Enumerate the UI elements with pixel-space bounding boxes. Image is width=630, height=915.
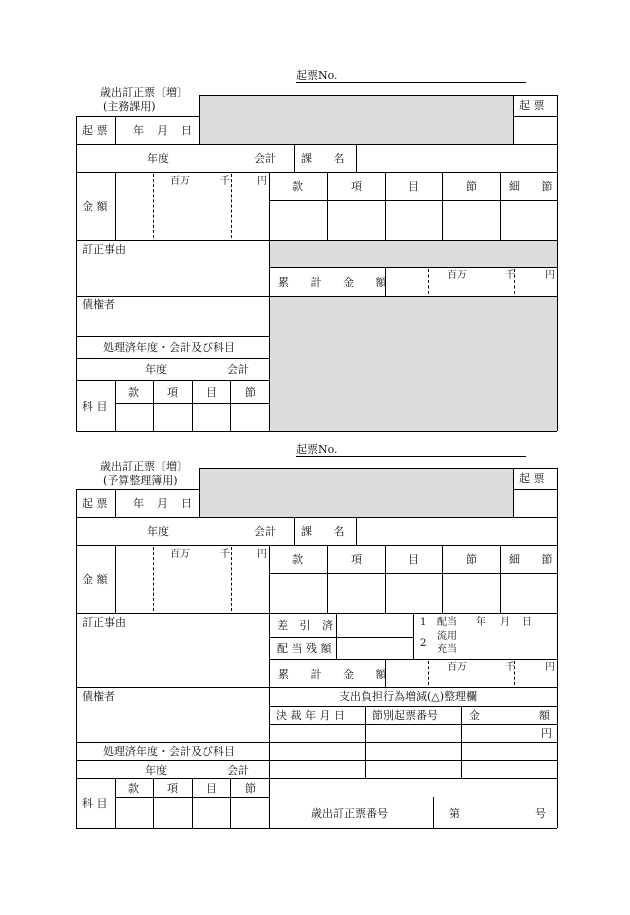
moku-label-2: 目	[408, 553, 419, 566]
opt1-num: 1	[420, 617, 427, 628]
haito-zan-label: 配 当 残 額	[277, 642, 332, 655]
kou-label-2: 項	[351, 553, 362, 566]
kamoku-moku: 目	[206, 386, 217, 399]
setsu-label-2: 節	[466, 553, 477, 566]
kessai-label: 決 裁 年 月 日	[276, 709, 345, 722]
opt2-num: 2	[420, 638, 427, 649]
kamei-label-2: 課 名	[301, 525, 354, 538]
hyakuman-label-2: 百万	[170, 549, 190, 560]
opt1-year: 年	[476, 617, 486, 628]
sen-label-2: 千	[220, 549, 230, 560]
form-title-2: 歳出訂正票〔増〕	[100, 460, 188, 473]
ruikei-sen-2: 千	[505, 662, 515, 673]
nendo-label: 年度	[147, 152, 169, 165]
hyakuman-label: 百万	[170, 176, 190, 187]
opt2-juto: 充当	[437, 644, 457, 655]
opt1-day: 日	[522, 617, 532, 628]
day-label-2: 日	[181, 497, 192, 510]
shori-label-2: 処理済年度・会計及び科目	[103, 745, 235, 758]
nendo-label-2: 年度	[147, 525, 169, 538]
ruikei-label: 累 計 金 額	[278, 276, 396, 289]
kou-label: 項	[351, 180, 362, 193]
saisetsu-label-2: 細 節	[509, 553, 562, 566]
kihyo-date-label: 起 票	[82, 124, 108, 137]
shishutsu-title: 支出負担行為増減(△)整理欄	[339, 690, 478, 703]
saishutsu-no-label: 歳出訂正票番号	[311, 807, 388, 820]
shori-nendo: 年度	[145, 363, 167, 376]
form-title: 歳出訂正票〔増〕	[100, 86, 188, 99]
teisei-label: 訂正事由	[82, 243, 126, 256]
ruikei-hyakuman: 百万	[447, 270, 467, 281]
sashihiki-label: 差 引 済	[277, 619, 337, 632]
ruikei-label-2: 累 計 金 額	[278, 668, 396, 681]
form-subtitle: (主務課用)	[103, 100, 156, 113]
sen-label: 千	[220, 176, 230, 187]
ruikei-sen: 千	[505, 270, 515, 281]
ruikei-hyakuman-2: 百万	[447, 662, 467, 673]
gaku-label: 額	[539, 709, 550, 722]
dai-label: 第	[449, 807, 460, 820]
kamoku-label-2: 科 目	[82, 797, 108, 810]
shaded-top-2	[199, 468, 513, 517]
ruikei-en: 円	[545, 270, 555, 281]
kaikei-label-2: 会計	[254, 525, 276, 538]
shori-kaikei-2: 会計	[227, 764, 249, 777]
month-label: 月	[157, 124, 168, 137]
en-label: 円	[257, 176, 267, 187]
kamoku-setsu: 節	[245, 386, 256, 399]
shori-kaikei: 会計	[227, 363, 249, 376]
kin-label: 金	[469, 709, 480, 722]
kan-label-2: 款	[292, 553, 303, 566]
shaded-mid	[269, 240, 557, 267]
saikensha-label-2: 債権者	[82, 690, 115, 703]
ticket-no-label-2: 起票No.	[296, 443, 338, 456]
gou-label: 号	[535, 807, 546, 820]
shaded-top	[199, 95, 513, 144]
kingaku-label-2: 金 額	[82, 573, 108, 586]
kamoku-moku-2: 目	[206, 782, 217, 795]
kan-label: 款	[292, 180, 303, 193]
setsubetsu-label: 節別起票番号	[372, 709, 438, 722]
ruikei-en-2: 円	[545, 662, 555, 673]
kaikei-label: 会計	[254, 152, 276, 165]
shori-label: 処理済年度・会計及び科目	[103, 341, 235, 354]
saikensha-label: 債権者	[82, 298, 115, 311]
kamoku-kan-2: 款	[128, 782, 139, 795]
opt1-label: 配当	[437, 617, 457, 628]
setsu-label: 節	[466, 180, 477, 193]
opt2-ryuyo: 流用	[437, 631, 457, 642]
year-label-2: 年	[133, 497, 144, 510]
moku-label: 目	[408, 180, 419, 193]
kamoku-kou: 項	[167, 386, 178, 399]
form-subtitle-2: (予算整理簿用)	[103, 474, 178, 487]
kamei-label: 課 名	[301, 152, 354, 165]
kihyo-date-label-2: 起 票	[82, 497, 108, 510]
kamoku-kou-2: 項	[167, 782, 178, 795]
en2-label: 円	[541, 727, 552, 740]
ticket-no-underline	[296, 82, 526, 83]
opt1-month: 月	[500, 617, 510, 628]
saisetsu-label: 細 節	[509, 180, 562, 193]
kamoku-kan: 款	[128, 386, 139, 399]
teisei-label-2: 訂正事由	[82, 616, 126, 629]
kihyo-box-label: 起 票	[519, 99, 545, 112]
shori-nendo-2: 年度	[145, 764, 167, 777]
ticket-no-label: 起票No.	[296, 69, 338, 82]
month-label-2: 月	[157, 497, 168, 510]
year-label: 年	[133, 124, 144, 137]
shaded-bottom	[269, 296, 557, 431]
kihyo-box-label-2: 起 票	[519, 472, 545, 485]
day-label: 日	[181, 124, 192, 137]
kamoku-setsu-2: 節	[245, 782, 256, 795]
kamoku-label: 科 目	[82, 400, 108, 413]
kingaku-label: 金 額	[82, 200, 108, 213]
en-label-2: 円	[257, 549, 267, 560]
